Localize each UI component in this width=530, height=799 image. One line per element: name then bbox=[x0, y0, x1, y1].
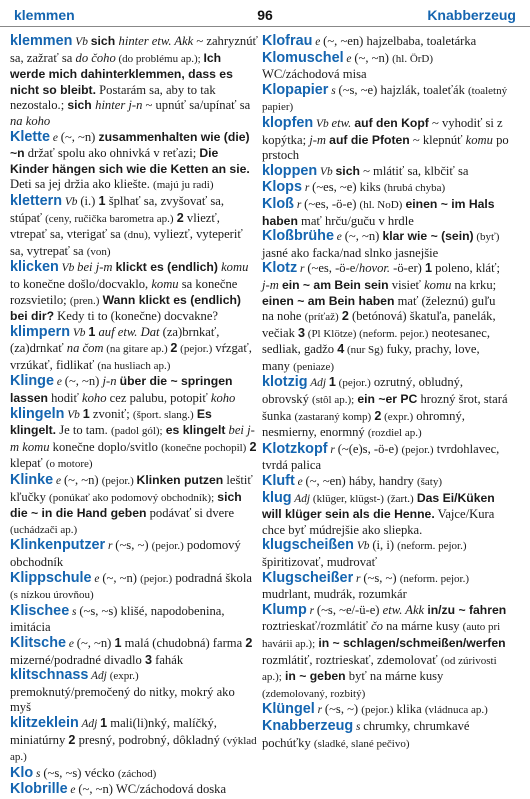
definition-text: šplhať sa, zvyšovať sa, stúpať bbox=[10, 193, 225, 225]
definition-text: (~es, ~e) kiks bbox=[312, 180, 384, 195]
definition-text: (~s, ~) bbox=[115, 538, 152, 553]
definition-text: to konečne došlo/docvaklo, bbox=[10, 276, 152, 291]
bold-phrase: Klinken putzen bbox=[136, 473, 224, 488]
bold-phrase: sich bbox=[335, 163, 360, 178]
definition-text: hrozný šrot, stará šunka bbox=[262, 392, 508, 423]
dictionary-entry bbox=[10, 374, 258, 406]
definition-text: ~ mlátiť sa, klbčiť sa bbox=[359, 163, 469, 178]
definition-text: (~, ~n) bbox=[102, 570, 141, 585]
sense-number: 2 bbox=[249, 439, 257, 454]
headword: Klobrille bbox=[10, 781, 68, 798]
dictionary-entry bbox=[262, 571, 510, 603]
italic-text: koho bbox=[210, 391, 236, 406]
note-text: (s nízkou úrovňou) bbox=[10, 589, 94, 602]
definition-text: (~s, ~e/-ü-e) bbox=[316, 602, 383, 617]
note-text: (neform. pejor.) bbox=[397, 540, 467, 553]
headword: Klops bbox=[262, 179, 302, 196]
dictionary-entry bbox=[262, 229, 510, 261]
definition-text: (~s, ~s) vécko bbox=[43, 765, 118, 780]
left-column bbox=[10, 34, 258, 799]
definition-text: (~, ~n) bbox=[76, 635, 115, 650]
italic-text: komu bbox=[465, 132, 493, 147]
note-text: (hl. ÖrD) bbox=[392, 52, 434, 65]
definition-text: vyliezť, vyteperiť sa, vytrepať sa bbox=[10, 227, 243, 258]
definition-text: špiritizovať, mudrovať bbox=[262, 555, 377, 569]
headword: Klopapier bbox=[262, 81, 329, 98]
note-text: (na husliach ap.) bbox=[97, 359, 171, 372]
note-text: (výklad ap.) bbox=[10, 734, 257, 764]
note-text: (toaletný papier) bbox=[262, 84, 508, 114]
definition-text: -ö-er) bbox=[390, 261, 425, 276]
bold-phrase: über die ~ springen lassen bbox=[10, 374, 233, 406]
definition-text: poleno, kláť; bbox=[432, 261, 501, 276]
headword: Klotzkopf bbox=[262, 440, 328, 457]
note-text: (pejor.) bbox=[140, 572, 173, 585]
sense-number: 1 bbox=[100, 715, 108, 730]
dictionary-entry bbox=[10, 782, 258, 799]
headword: Klette bbox=[10, 128, 50, 145]
definition-text: mudrlant, mudrák, rozumkár bbox=[262, 587, 407, 602]
note-text: (auto pri havárii ap.); bbox=[262, 621, 501, 650]
note-text: (padol gól); bbox=[110, 425, 163, 438]
dictionary-entry bbox=[10, 668, 258, 716]
note-text: (zastaraný komp) bbox=[294, 410, 372, 423]
grammar: r bbox=[314, 704, 325, 717]
bold-phrase: zusammenhalten wie (die) ~n bbox=[10, 129, 250, 161]
note-text: (od zúrivosti ap.); bbox=[262, 654, 497, 684]
note-text: (pejor.) bbox=[151, 540, 184, 553]
definition-text: (~, ~n) bbox=[64, 374, 103, 389]
note-text: (von) bbox=[86, 245, 111, 258]
grammar: Vb bbox=[72, 36, 91, 48]
definition-text: ohromný, nesmierny, enormný bbox=[262, 408, 465, 440]
definition-text: fahák bbox=[152, 652, 184, 667]
definition-text: rozmlátiť, roztrieskať, zdemolovať bbox=[262, 652, 441, 667]
dictionary-entry bbox=[10, 130, 258, 194]
headword: Klump bbox=[262, 601, 307, 618]
grammar: e bbox=[53, 475, 64, 488]
sense-number: 1 bbox=[328, 375, 336, 390]
definition-text: mizerné/podradné divadlo bbox=[10, 652, 145, 667]
headword: Klüngel bbox=[262, 701, 315, 718]
dictionary-entry bbox=[262, 197, 510, 229]
definition-text: presný, podrobný, dôkladný bbox=[75, 732, 224, 747]
definition-text: Kedy ti to (konečne) docvakne? bbox=[54, 309, 219, 324]
dictionary-entry bbox=[10, 571, 258, 604]
header-rule bbox=[0, 26, 530, 27]
dictionary-entry bbox=[10, 325, 258, 375]
definition-text: po prstoch bbox=[262, 132, 509, 163]
grammar: e bbox=[65, 637, 77, 650]
sense-number: 3 bbox=[298, 325, 306, 340]
headword: Klitsche bbox=[10, 634, 66, 651]
definition-text: ~ upnúť sa/upínať sa bbox=[142, 98, 251, 113]
definition-text: jasné ako facka/nad slnko jasnejšie bbox=[262, 245, 439, 260]
sense-number: 1 bbox=[88, 324, 96, 339]
guide-word-left: klemmen bbox=[14, 7, 75, 23]
note-text: (ceny, ručička barometra ap.) bbox=[45, 212, 174, 225]
bold-phrase: Es klingelt. bbox=[10, 406, 212, 438]
note-text: (príťaž) bbox=[304, 311, 339, 324]
headword: klitschnass bbox=[10, 667, 89, 684]
dictionary-entry bbox=[262, 719, 510, 752]
definition-text: (~, ~n) bbox=[344, 229, 383, 244]
definition-text: podávať si dvere bbox=[146, 506, 235, 521]
headword: klettern bbox=[10, 192, 62, 209]
dictionary-entry bbox=[262, 442, 510, 474]
bold-phrase: klickt es (endlich) bbox=[115, 260, 218, 275]
sense-number: 2 bbox=[245, 635, 253, 650]
definition-text: (~s, ~e) hajzlák, toaleťák bbox=[338, 82, 469, 97]
definition-text: leštiť kľučky bbox=[10, 473, 253, 504]
note-text: (sladké, slané pečivo) bbox=[313, 737, 410, 750]
headword: klemmen bbox=[10, 33, 73, 49]
definition-text: hodiť bbox=[47, 391, 83, 406]
dictionary-entry bbox=[10, 716, 258, 766]
grammar: e bbox=[49, 131, 61, 144]
definition-text: roztrieskať/rozmlátiť bbox=[262, 619, 372, 634]
headword: Kluft bbox=[262, 473, 295, 490]
note-text: (šport. slang.) bbox=[132, 408, 194, 421]
italic-text: hinter etw. Akk bbox=[118, 34, 194, 48]
dictionary-entry bbox=[10, 473, 258, 538]
bold-phrase: sich bbox=[67, 98, 96, 113]
definition-text: byť na márne kusy bbox=[345, 669, 444, 684]
definition-text: sa konečne rozsvietilo; bbox=[10, 276, 238, 307]
grammar: s bbox=[328, 84, 339, 97]
sense-number: 2 bbox=[341, 309, 349, 324]
headword: Klinge bbox=[10, 373, 54, 390]
dictionary-entry bbox=[262, 51, 510, 83]
dictionary-entry bbox=[10, 766, 258, 783]
dictionary-entry bbox=[262, 116, 510, 164]
bold-phrase: einen ~ am Bein haben bbox=[262, 293, 395, 308]
headword: klopfen bbox=[262, 114, 314, 131]
bold-phrase: Ich werde mich dahinterklemmen, dass es nicht so bleibt. bbox=[10, 50, 233, 97]
italic-text: hinter j-n bbox=[95, 98, 143, 113]
headword: Klo bbox=[10, 764, 34, 781]
definition-text: podradná škola bbox=[172, 570, 252, 585]
bold-phrase: in ~ geben bbox=[285, 669, 346, 684]
headword: klugscheißen bbox=[262, 537, 354, 554]
definition-text: vliezť, vtrepať sa, vterigať sa bbox=[10, 210, 220, 242]
definition-text: (~(e)s, -ö-e) bbox=[337, 441, 402, 456]
bold-phrase: in/zu ~ fahren bbox=[427, 602, 507, 617]
grammar: Vb bbox=[313, 117, 332, 130]
dictionary-entry bbox=[262, 603, 510, 703]
grammar: Vb bbox=[317, 165, 336, 178]
definition-text: na márne kusy bbox=[382, 619, 463, 634]
definition-text: (i, i) bbox=[372, 538, 398, 553]
note-text: (majú ju radi) bbox=[153, 179, 214, 192]
grammar: r bbox=[301, 182, 313, 195]
grammar: Adj bbox=[307, 377, 329, 390]
headword: Klippschule bbox=[10, 569, 92, 586]
italic-text: na čom bbox=[66, 341, 104, 356]
headword: Knabberzeug bbox=[262, 717, 354, 734]
grammar: s bbox=[353, 720, 364, 733]
definition-text: na krku; bbox=[451, 277, 497, 292]
dictionary-entry bbox=[10, 34, 258, 130]
sense-number: 1 bbox=[98, 193, 106, 208]
headword: Kloßbrühe bbox=[262, 228, 334, 245]
definition-text: premoknutý/premočený do nitky, mokrý ako myš bbox=[10, 684, 235, 715]
definition-text: cez palubu, potopiť bbox=[106, 391, 211, 406]
definition-text: neotesanec, sedliak, gadžo bbox=[262, 325, 490, 357]
definition-text: (~, ~n) WC/záchodová doska bbox=[78, 782, 227, 797]
note-text: (hrubá chyba) bbox=[383, 182, 446, 195]
definition-text: podomový obchodník bbox=[10, 538, 241, 569]
italic-text: do čoho bbox=[75, 50, 116, 65]
note-text: (o motore) bbox=[45, 458, 93, 471]
italic-text: bei j-m bbox=[77, 260, 116, 275]
note-text: (pejor.) bbox=[401, 443, 434, 456]
headword: Kloß bbox=[262, 195, 294, 212]
definition-text: visieť bbox=[388, 277, 425, 292]
definition-text: WC/záchodová misa bbox=[262, 67, 367, 82]
sense-number: 4 bbox=[337, 342, 345, 357]
note-text: (Pl Klötze) (neform. pejor.) bbox=[305, 327, 429, 340]
headword: Klinke bbox=[10, 472, 54, 489]
page-number: 96 bbox=[257, 7, 273, 23]
note-text: (hl. NoD) bbox=[359, 198, 403, 211]
headword: Klugscheißer bbox=[262, 569, 354, 586]
sense-number: 1 bbox=[425, 261, 433, 276]
headword: Klinkenputzer bbox=[10, 537, 106, 554]
dictionary-entry bbox=[262, 83, 510, 116]
definition-text: (~s, ~s) klišé, napodobenina, imitácia bbox=[10, 603, 225, 635]
headword: Klotz bbox=[262, 260, 298, 277]
definition-text: (~es, -ö-e) bbox=[304, 196, 360, 211]
grammar: e bbox=[53, 376, 65, 389]
definition-text: zvoniť; bbox=[89, 406, 133, 421]
bold-phrase: ein ~er PC bbox=[357, 392, 418, 407]
definition-text: (~s, ~) bbox=[324, 702, 362, 717]
note-text: (nur Sg) bbox=[344, 344, 384, 357]
grammar: e bbox=[343, 52, 355, 65]
note-text: (ponúkať ako podomový obchodník); bbox=[49, 491, 215, 504]
definition-text: ozrutný, obludný, obrovský bbox=[262, 375, 464, 407]
page-header bbox=[14, 4, 516, 26]
italic-text: koho bbox=[82, 391, 107, 406]
sense-number: 2 bbox=[374, 408, 382, 423]
grammar: Adj bbox=[88, 670, 110, 683]
definition-text: (~, ~n) bbox=[63, 473, 102, 488]
note-text: (záchod) bbox=[117, 767, 157, 780]
note-text: (expr.) bbox=[109, 670, 139, 683]
note-text: (vládnuca ap.) bbox=[424, 704, 488, 717]
bold-phrase: ein ~ am Bein sein bbox=[281, 277, 389, 292]
italic-text: na koho bbox=[10, 113, 51, 128]
grammar: e bbox=[67, 784, 79, 797]
dictionary-entry bbox=[10, 604, 258, 636]
note-text: (stôl ap.); bbox=[312, 394, 355, 407]
headword: klimpern bbox=[10, 323, 70, 340]
grammar: e bbox=[294, 476, 306, 489]
definition-text: mali(li)nký, malíčký, miniatúrny bbox=[10, 715, 217, 747]
note-text: (do problému ap.); bbox=[115, 52, 204, 65]
definition-text: vŕzgať, vrzúkať, fidlikať bbox=[10, 341, 252, 372]
grammar: Adj bbox=[291, 492, 313, 505]
headword: klotzig bbox=[262, 374, 308, 391]
italic-text: j-m bbox=[262, 277, 282, 292]
dictionary-entry bbox=[262, 491, 510, 539]
note-text: (konečne pochopil) bbox=[161, 441, 247, 454]
bold-phrase: sich die ~ in die Hand geben bbox=[10, 489, 242, 521]
dictionary-entry bbox=[10, 194, 258, 260]
note-text: (šaty) bbox=[416, 476, 443, 489]
dictionary-entry bbox=[262, 375, 510, 441]
note-text: (dnu), bbox=[123, 229, 151, 242]
definition-text: fuky, prachy, love, many bbox=[262, 342, 480, 373]
headword: Klomuschel bbox=[262, 49, 344, 66]
grammar: Vb bbox=[61, 195, 81, 208]
definition-text: ~ vyhodiť si z kopýtka; bbox=[262, 115, 503, 147]
headword: klingeln bbox=[10, 405, 65, 422]
definition-text: ~ zahryznúť sa, zažrať sa bbox=[10, 34, 258, 65]
definition-text: (~s, ~) bbox=[363, 570, 400, 585]
note-text: (rozdiel ap.) bbox=[367, 427, 422, 440]
grammar: s bbox=[33, 767, 44, 780]
bold-phrase: in ~ schlagen/schmeißen/werfen bbox=[318, 635, 506, 650]
dictionary-entry bbox=[10, 636, 258, 668]
headword: klitzeklein bbox=[10, 714, 79, 731]
italic-text: etw. Akk bbox=[382, 602, 428, 617]
dictionary-entry bbox=[262, 261, 510, 375]
definition-text: (~, ~en) háby, handry bbox=[305, 474, 417, 489]
sense-number: 1 bbox=[82, 406, 90, 421]
definition-text: držať spolu ako ohnivká v reťazi; bbox=[24, 146, 200, 161]
bold-phrase: klar wie ~ (sein) bbox=[382, 229, 474, 244]
grammar: Vb bbox=[64, 408, 83, 421]
bold-phrase: sich bbox=[90, 34, 119, 48]
definition-text: mať (železnú) guľu na nohe bbox=[262, 293, 496, 324]
sense-number: 2 bbox=[176, 210, 184, 225]
definition-text: konečne doplo/svitlo bbox=[49, 439, 162, 454]
grammar: e bbox=[312, 36, 324, 48]
note-text: (peniaze) bbox=[293, 360, 335, 373]
grammar: e bbox=[91, 572, 103, 585]
grammar: Vb bbox=[353, 540, 373, 553]
italic-text: komu bbox=[424, 277, 452, 292]
italic-text: j-n bbox=[102, 374, 120, 389]
note-text: (žart.) bbox=[387, 492, 414, 505]
definition-text: (~es, -ö-e/ bbox=[307, 261, 359, 276]
definition-text: mať hrču/guču v hrdle bbox=[297, 213, 414, 228]
dictionary-entry bbox=[262, 702, 510, 719]
right-column bbox=[262, 34, 510, 752]
definition-text: malá (chudobná) farma bbox=[121, 635, 246, 650]
definition-text: Deti sa jej držia ako kliešte. bbox=[10, 177, 154, 192]
bold-phrase: Die Kinder hängen sich wie die Ketten an sie. bbox=[10, 146, 250, 176]
grammar: r bbox=[306, 604, 317, 617]
bold-phrase: auf die Pfoten bbox=[329, 132, 410, 147]
sense-number: 2 bbox=[68, 732, 76, 747]
definition-text: klika bbox=[393, 702, 425, 717]
headword: Klischee bbox=[10, 602, 70, 619]
italic-text: hovor. bbox=[358, 261, 391, 276]
grammar: e bbox=[333, 231, 345, 244]
dictionary-entry bbox=[262, 474, 510, 491]
bold-phrase: auf den Kopf bbox=[354, 115, 429, 130]
note-text: (byť) bbox=[473, 231, 500, 244]
headword: kloppen bbox=[262, 162, 318, 179]
dictionary-entry bbox=[10, 407, 258, 473]
sense-number: 2 bbox=[170, 341, 178, 356]
dictionary-entry bbox=[10, 538, 258, 570]
bold-phrase: Wann klickt es (endlich) bei dir? bbox=[10, 292, 241, 324]
dictionary-entry bbox=[262, 180, 510, 197]
definition-text: (betónová) škatuľa, panelák, večiak bbox=[262, 309, 496, 340]
definition-text: tvrdohlavec, tvrdá palica bbox=[262, 441, 500, 473]
definition-text: (za)brnkať, (za)drnkať bbox=[10, 324, 220, 356]
bold-phrase: Das Ei/Küken will klüger sein als die Henne. bbox=[262, 490, 495, 522]
italic-text: bei j-m komu bbox=[10, 423, 255, 454]
headword: Klofrau bbox=[262, 33, 313, 49]
definition-text: (~, ~n) bbox=[60, 129, 99, 144]
italic-text: etw. bbox=[331, 115, 355, 130]
italic-text: komu bbox=[151, 276, 179, 291]
definition-text: (~, ~n) bbox=[354, 50, 393, 65]
grammar: r bbox=[105, 540, 116, 553]
dictionary-entry bbox=[262, 164, 510, 181]
note-text: (expr.) bbox=[381, 410, 414, 423]
note-text: (na gitare ap.) bbox=[103, 343, 171, 356]
grammar: s bbox=[69, 605, 80, 618]
note-text: (klüger, klügst-) bbox=[312, 492, 384, 505]
note-text: (zdemolovaný, rozbitý) bbox=[262, 687, 366, 700]
definition-text: (i.) bbox=[80, 193, 99, 208]
italic-text: komu bbox=[221, 260, 249, 275]
definition-text: (~, ~en) hajzelbaba, toaletárka bbox=[323, 34, 477, 48]
note-text: (pejor.) bbox=[335, 377, 371, 390]
bold-phrase: es klingelt bbox=[165, 423, 226, 438]
headword: klicken bbox=[10, 259, 59, 276]
grammar: r bbox=[327, 443, 338, 456]
definition-text: ~ klepnúť bbox=[409, 132, 466, 147]
note-text: (pejor.) bbox=[361, 704, 394, 717]
note-text: (pejor.) bbox=[101, 475, 137, 488]
note-text: (pren.) bbox=[69, 294, 100, 307]
dictionary-entry bbox=[262, 34, 510, 51]
italic-text: čo bbox=[371, 619, 383, 634]
grammar: Vb bbox=[69, 326, 89, 339]
grammar: r bbox=[297, 263, 308, 276]
headword: klug bbox=[262, 489, 292, 506]
definition-text: Je to tam. bbox=[56, 423, 111, 438]
grammar: r bbox=[353, 572, 364, 585]
definition-text: Postarám sa, aby to tak nezostalo.; bbox=[10, 82, 216, 113]
italic-text: j-m bbox=[309, 132, 330, 147]
definition-text: Vajce/Kura chce byť múdrejšie ako sliepka. bbox=[262, 507, 495, 537]
sense-number: 3 bbox=[144, 652, 152, 667]
note-text: (neform. pejor.) bbox=[399, 572, 470, 585]
dictionary-entry bbox=[10, 260, 258, 324]
guide-word-right: Knabberzeug bbox=[427, 7, 516, 23]
note-text: (uchádzači ap.) bbox=[10, 523, 78, 536]
bold-phrase: einen ~ im Hals haben bbox=[262, 196, 495, 228]
definition-text: klepať bbox=[10, 456, 46, 471]
dictionary-entry bbox=[262, 538, 510, 570]
italic-text: auf etw. Dat bbox=[95, 324, 160, 339]
note-text: (pejor.) bbox=[177, 343, 213, 356]
sense-number: 1 bbox=[114, 635, 122, 650]
definition-text: chrumky, chrumkavé pochúťky bbox=[262, 718, 470, 750]
grammar: Adj bbox=[78, 717, 101, 730]
grammar: Vb bbox=[58, 262, 78, 275]
grammar: r bbox=[293, 198, 305, 211]
